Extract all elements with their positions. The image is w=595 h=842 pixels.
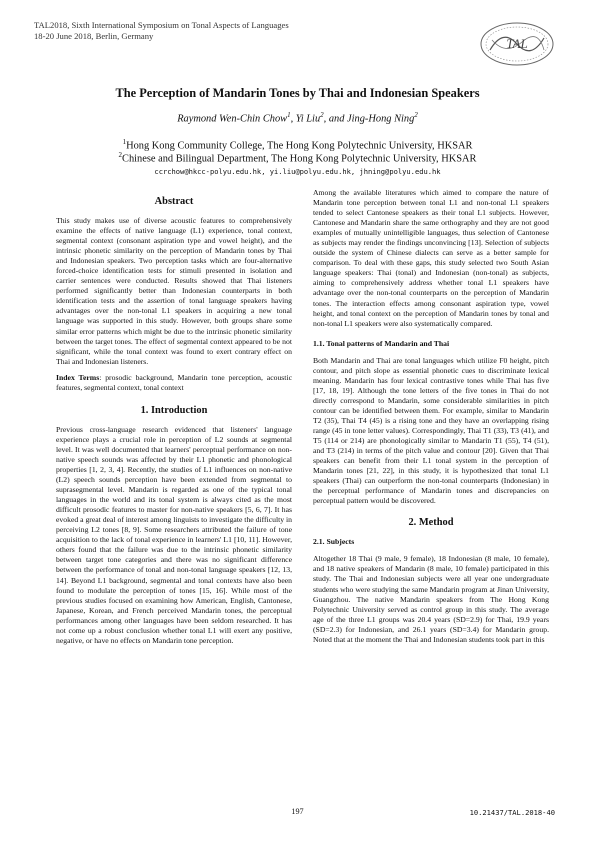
- method-heading: 2. Method: [408, 517, 454, 529]
- introduction-text: Previous cross-language research evidenced that listeners' language experience plays a crucial role in perception of L2 sounds at segmental level. It was well documented that learners' perceptual performance on non-native speech sounds was affected by their L1 phonetic and phonological properties [1, 2, 3, 4]. Recently, the studies of L1 influences on non-native (L2) speech sounds perception have been extended from segmental to suprasegmental level. Mandarin is regarded as one of the typical tonal languages in the world and its tonal system is always cited as the most difficult prosodic features to master for non-native speakers [5, 6, 7]. It has evoked a great deal of interest among linguists to investigate the difficulty in perceiving L2 tones [8, 9]. Some researchers attributed the failure of tone acquisition to the lack of tonal experience in learners' L1 [10, 11]. However, others found that the failure was due to the intrinsic phonetic similarity between target tone categories and there was no significant difference between the performance of tonal and non-tonal language speakers [12, 13, 14]. Beyond L1 background, segmental and tonal contexts have also been found to modulate the perception of tones [15, 16]. While most of the previous studies focused on examining how American, English, Cantonese, Japanese, Korean, and French perceived Mandarin tones, the perceptual performances among other languages have been seldom researched. It has not come up a robust conclusion whether tonal L1 will exert any positive, negative, or have no effects on Mandarin tone perception.: [56, 424, 292, 645]
- page-number: 197: [291, 807, 304, 816]
- index-terms: [56, 373, 292, 393]
- author-separator: ,: [290, 113, 296, 125]
- conference-date-location: 18-20 June 2018, Berlin, Germany: [34, 30, 154, 41]
- right-column: [313, 188, 549, 645]
- logo-text: TAL: [506, 36, 528, 51]
- author-name: Yi Liu: [295, 113, 321, 125]
- affiliation-mark: 2: [118, 151, 123, 159]
- tal-logo-icon: [478, 20, 556, 68]
- section-2-1-text: Altogether 18 Thai (9 male, 9 female), 18 Indonesian (8 male, 10 female), and 18 native speakers of Mandarin (8 male, 10 female) participated in this study. The Thai and Indonesian subjects were all year one undergraduate students who were studying the same Mandarin program at Jinan University, Guangzhou. The native Mandarin speakers from The Hong Kong Polytechnic University served as control group in this study. The average age of the three L1 groups was 20.4 years (SD=2.9) for Thai, 19.9 years (SD=2.3) for Indonesian, and 26.1 years (SD=3.4) for Mandarin group. Noted that at the moment the Thai and Indonesian students took part in this: [313, 554, 549, 644]
- affiliation-1: [0, 138, 595, 151]
- index-terms-label: Index Terms: [56, 372, 100, 382]
- author-name: Raymond Wen-Chin Chow: [177, 113, 288, 125]
- introduction-heading: 1. Introduction: [140, 404, 208, 416]
- affiliation-mark: 1: [122, 138, 127, 146]
- section-1-1-text: Both Mandarin and Thai are tonal languages which utilize F0 height, pitch contour, and pitch slope as essential phonetic cues to discriminate lexical meaning. Mandarin has four lexical contrastive tones while Thai has five [17, 18, 19]. Although the tone letters of the five tones in Thai do not directly correspond to Mandarin, some considerable similarities in pitch contour can be identified between them. For example, similar to Mandarin T2 (35), Thai T4 (45) is a rising tone and they have an overlapping rising range (45 in tone letter values). Correspondingly, Thai T1 (33), T3 (41), and T5 (114 or 214) are phonologically similar to Mandarin T1 (55), T4 (51), and T3 (214) in terms of the pitch value and contour [20]. Given that Thai speakers can benefit from their L1 tonal system in the perception of Mandarin tones [21, 22], in this study, it is hypothesized that tonal L1 speakers (Thai) can outperform the non-tonal counterparts (Indonesian) in the perceptual performance of Mandarin tones and discrepancies on perceptual pattern would be discovered.: [313, 355, 549, 506]
- author-separator: , and: [323, 113, 348, 125]
- left-column: [56, 188, 292, 646]
- section-2-1-heading: 2.1. Subjects: [313, 537, 355, 547]
- author-affiliation-mark: 2: [414, 111, 418, 119]
- abstract-heading: Abstract: [154, 196, 194, 207]
- affiliation-text: Chinese and Bilingual Department, The Hong Kong Polytechnic University, HKSAR: [122, 153, 477, 165]
- doi: 10.21437/TAL.2018-40: [469, 808, 555, 817]
- author-name: Jing-Hong Ning: [347, 113, 415, 125]
- affiliation-text: Hong Kong Community College, The Hong Kong Polytechnic University, HKSAR: [126, 140, 473, 152]
- affiliation-2: [0, 151, 595, 164]
- author-list: [0, 111, 595, 124]
- section-1-1-heading: 1.1. Tonal patterns of Mandarin and Thai: [313, 338, 450, 348]
- abstract-text: This study makes use of diverse acoustic features to comprehensively examine the effects of native language (L1) experience, tonal context, segmental context (consonant aspiration type and vowel height), and the intrinsic phonetic similarity on the perception of Mandarin tones by Thai and Indonesian speakers. Two perception tasks which are four-alternative forced-choice identification tests for stimuli presented in isolation and carrier sentences were conducted. Results showed that Thai listeners performed significantly better than Indonesian counterparts in both identification tests and the assertion of tonal language speakers having advantages over the non-tonal L1 speakers in acquiring a new tonal language was supported in this study. However, both groups share some similar error patterns which might be due to the intrinsic phonetic similarity between the target tones. The effect of segmental context appeared to be not significant, while the tonal context was found to exert contrary effect on Thai and Indonesian listeners.: [56, 216, 292, 366]
- author-affiliation-mark: 1: [287, 111, 291, 119]
- author-emails: ccrchow@hkcc-polyu.edu.hk, yi.liu@polyu.edu.hk, jhning@polyu.edu.hk: [154, 167, 441, 176]
- introduction-continued-text: Among the available literatures which aimed to compare the nature of Mandarin tone perception between tonal L1 and non-tonal L1 speakers tended to select Cantonese speakers as their tonal L1 subjects. However, Cantonese and Mandarin share the same orthography and they are not good examples of mutually unintelligible languages, thus selection of Cantonese as subjects may render the findings unconvincing [13]. Selection of subjects outside the system of Chinese dialects can serve as a better sample for comparison. To deal with these gaps, this study selected two South Asian language speakers: Thai (tonal) and Indonesian (non-tonal) as subjects, aiming to comprehensively address whether tonal L1 speakers have advantage over the non-tonal counterparts on the perception of Mandarin tones. The interaction effects among consonant aspiration type, vowel height, and tonal context on the perception of Mandarin tones by tonal and non-tonal L1 speakers were also systematically compared.: [313, 188, 549, 328]
- paper-title: The Perception of Mandarin Tones by Thai and Indonesian Speakers: [115, 86, 480, 100]
- conference-header: [34, 20, 474, 41]
- conference-name: TAL2018, Sixth International Symposium on Tonal Aspects of Languages: [34, 20, 289, 30]
- index-terms-text: : prosodic background, Mandarin tone perception, acoustic features, segmental context, tonal context: [56, 372, 292, 392]
- author-affiliation-mark: 2: [320, 111, 324, 119]
